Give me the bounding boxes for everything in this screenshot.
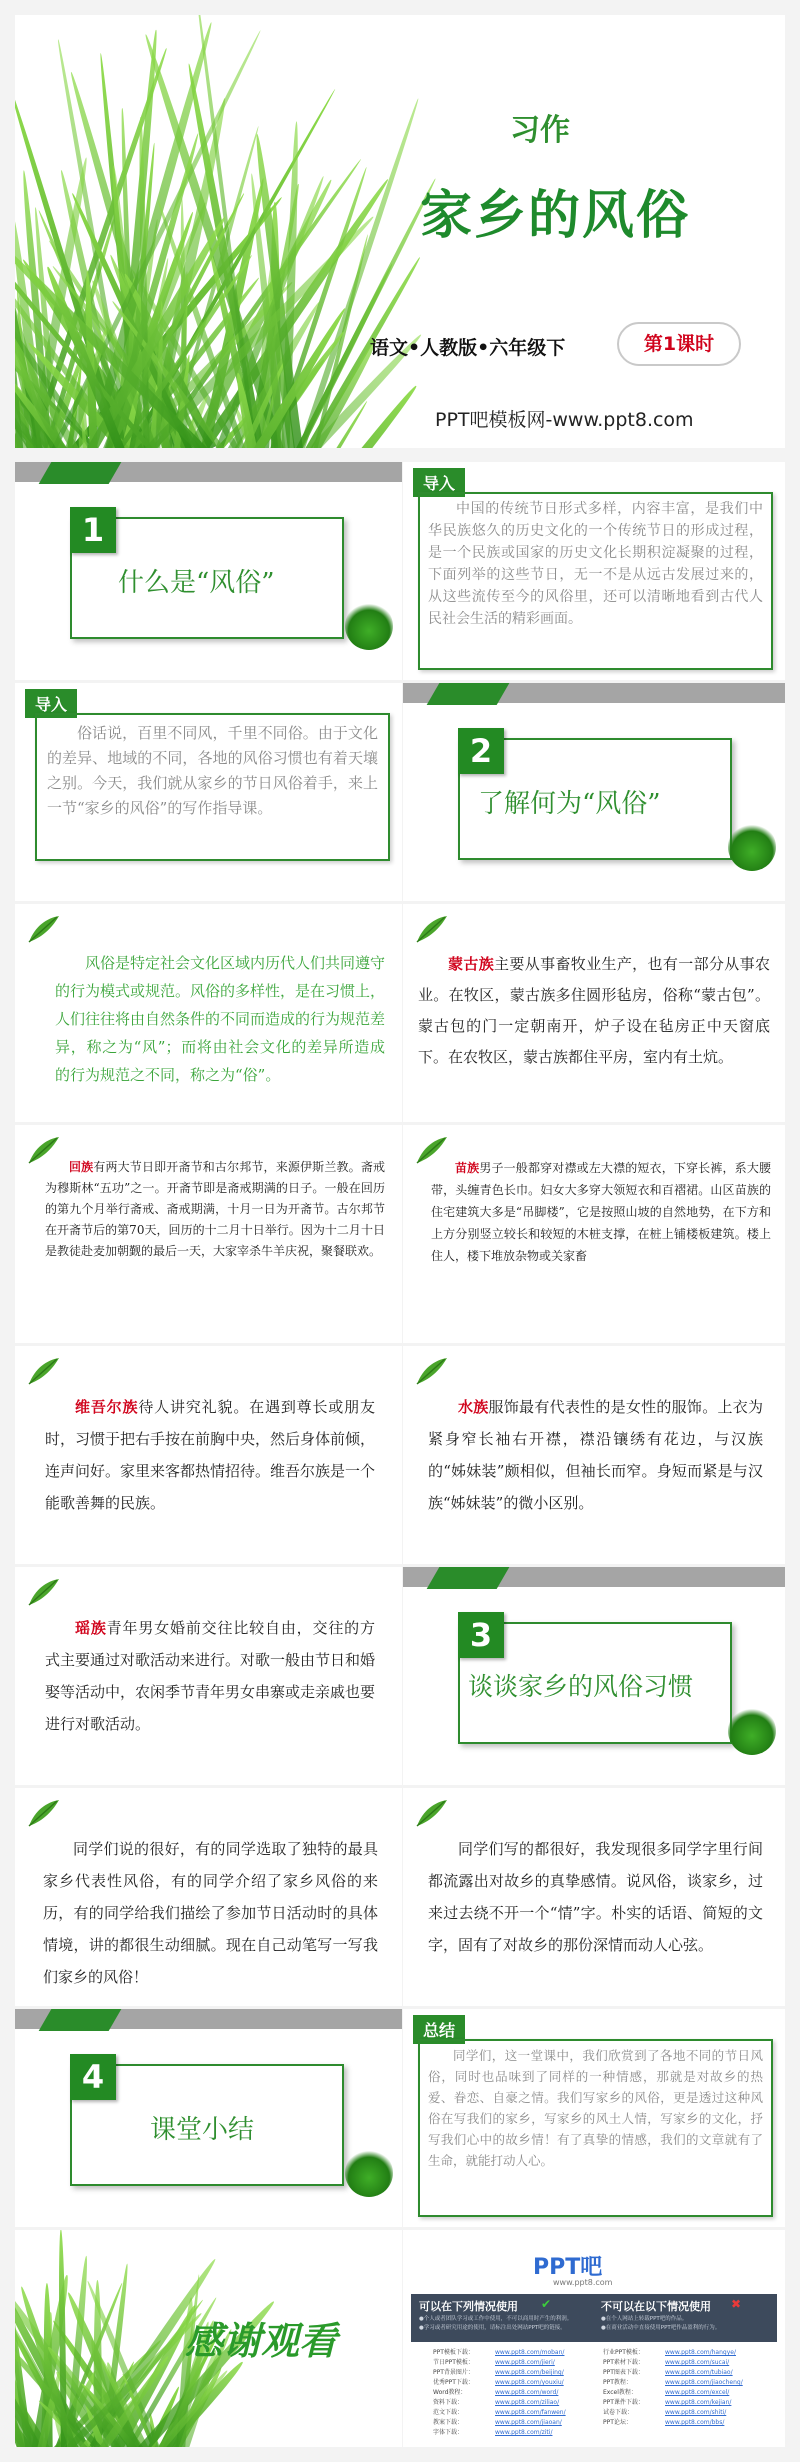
lesson-badge: 第1课时 (617, 322, 741, 366)
shui-text (428, 1391, 763, 1519)
link-url[interactable]: www.ppt8.com/hangye/ (665, 2349, 736, 2356)
check-icon: ✔ (541, 2297, 552, 2311)
link-label: PPT素材下载： (603, 2359, 644, 2366)
title-subtitle: 习作 (510, 113, 570, 148)
link-url[interactable]: www.ppt8.com/excel/ (665, 2389, 730, 2396)
leaf-icon (415, 914, 449, 944)
link-url[interactable]: www.ppt8.com/bbs/ (665, 2419, 725, 2426)
header-tab (39, 2009, 122, 2031)
link-url[interactable]: www.ppt8.com/youxiu/ (495, 2379, 564, 2386)
link-label: PPT教程： (603, 2379, 632, 2386)
section-number: 1 (70, 507, 116, 553)
link-url[interactable]: www.ppt8.com/moban/ (495, 2349, 565, 2356)
talk1-slide (15, 1788, 402, 2006)
link-label: 节日PPT模板： (433, 2359, 474, 2366)
link-url[interactable]: www.ppt8.com/jieri/ (495, 2359, 555, 2366)
yao-text (45, 1612, 375, 1740)
mongol-text (418, 949, 770, 1073)
can-use-title: 可以在下列情况使用 (419, 2300, 518, 2313)
link-label: 范文下载： (433, 2409, 464, 2416)
section2-slide (403, 683, 785, 901)
link-row (433, 2358, 603, 2368)
link-url[interactable]: www.ppt8.com/beijing/ (495, 2369, 564, 2376)
bush-icon (345, 2149, 393, 2197)
talk2-text: 同学们写的都很好，我发现很多同学字里行间都流露出对故乡的真挚感情。说风俗，谈家乡，过来过去绕不开一个“情”字。朴实的话语、简短的文字，固有了对故乡的那份深情而动人心弦。 (428, 1840, 763, 1954)
header-tab (39, 462, 122, 484)
link-url[interactable]: www.ppt8.com/jiaocheng/ (665, 2379, 743, 2386)
ethnic-description: 男子一般都穿对襟或左大襟的短衣，下穿长裤，系大腰带，头缠青色长巾。妇女大多穿大领短衣和百褶裙。山区苗族的住宅建筑大多是“吊脚楼”，它是按照山坡的自然地势，在下方和上方分别竖立较长和较短的木桩支撑，在桩上铺楼板建筑。楼上住人，楼下堆放杂物或关家畜 (431, 1161, 771, 1263)
shui-slide (403, 1346, 785, 1564)
ppt-info-slide (403, 2230, 785, 2447)
section-title: 什么是“风俗” (118, 568, 275, 598)
link-list-left (433, 2348, 603, 2438)
can-note: ●学习或者研究用途的使用，请标注出处网站PPT吧的链接。 (419, 2325, 566, 2331)
intro-paragraph: 中国的传统节日形式多样，内容丰富，是我们中华民族悠久的历史文化的一个传统节日的形成过程，是一个民族或国家的历史文化长期积淀凝聚的过程，下面列举的这些节日，无一不是从远古发展过来的，从这些流传至今的风俗里，还可以清晰地看到古代人民社会生活的精彩画面。 (428, 501, 763, 627)
cannot-note: ●在个人网站上转载PPT吧的作品。 (601, 2316, 688, 2322)
grade-label: 语文•人教版•六年级下 (370, 337, 566, 359)
section3-slide (403, 1567, 785, 1785)
intro2-slide (15, 683, 402, 901)
link-url[interactable]: www.ppt8.com/word/ (495, 2389, 559, 2396)
mongol-slide (403, 904, 785, 1122)
link-url[interactable]: www.ppt8.com/ziti/ (495, 2429, 553, 2436)
definition-slide (15, 904, 402, 1122)
definition-text: 风俗是特定社会文化区域内历代人们共同遵守的行为模式或规范。风俗的多样性，是在习惯上，人们往往将由自然条件的不同而造成的行为规范差异，称之为“风”；而将由社会文化的差异所造成的行为规范之不同，称之为“俗”。 (55, 954, 386, 1084)
thanks-slide (15, 2230, 402, 2447)
link-row (433, 2408, 603, 2418)
section-title: 课堂小结 (150, 2115, 255, 2145)
talk1-text: 同学们说的很好，有的同学选取了独特的最具家乡代表性风俗，有的同学介绍了家乡风俗的来历，有的同学给我们描绘了参加节日活动时的具体情境，讲的都很生动细腻。现在自己动笔写一写我们家乡的风俗！ (43, 1840, 378, 1986)
cannot-note: ●在商业活动中直接使用PPT吧作品盈利的行为。 (601, 2325, 721, 2331)
link-row (433, 2398, 603, 2408)
link-row (603, 2348, 773, 2358)
ppt-logo-text: PPT吧 (533, 2255, 603, 2280)
link-label: Excel教程： (603, 2389, 637, 2396)
link-url[interactable]: www.ppt8.com/fanwen/ (495, 2409, 566, 2416)
uyghur-text (45, 1391, 375, 1519)
ethnic-description: 主要从事畜牧业生产，也有一部分从事农业。在牧区，蒙古族多住圆形毡房，俗称“蒙古包”。蒙古包的门一定朝南开，炉子设在毡房正中天窗底下。在农牧区，蒙古族都住平房，室内有土炕。 (418, 955, 770, 1066)
link-label: 字体下载： (433, 2429, 464, 2436)
hui-slide (15, 1125, 402, 1343)
section-number: 2 (458, 728, 504, 774)
ethnic-name: 苗族 (455, 1161, 480, 1175)
intro-paragraph: 俗话说，百里不同风，千里不同俗。由于文化的差异、地域的不同，各地的风俗习惯也有着天壤之别。今天，我们就从家乡的节日风俗着手，来上一节“家乡的风俗”的写作指导课。 (47, 724, 378, 817)
link-row (433, 2378, 603, 2388)
section4-slide (15, 2009, 402, 2227)
link-label: PPT课件下载： (603, 2399, 644, 2406)
link-row (603, 2418, 773, 2428)
link-row (603, 2368, 773, 2378)
ethnic-name: 回族 (69, 1160, 94, 1174)
ethnic-description: 待人讲究礼貌。在遇到尊长或朋友时，习惯于把右手按在前胸中央，然后身体前倾，连声问好。家里来客都热情招待。维吾尔族是一个能歌善舞的民族。 (45, 1398, 376, 1512)
ppt-info-band (411, 2294, 777, 2342)
intro-label: 导入 (413, 468, 465, 497)
link-label: PPT图表下载： (603, 2369, 644, 2376)
intro-label: 导入 (25, 689, 77, 718)
link-url[interactable]: www.ppt8.com/ziliao/ (495, 2399, 560, 2406)
link-row (433, 2418, 603, 2428)
leaf-icon (27, 914, 61, 944)
section-title: 了解何为“风俗” (478, 789, 661, 819)
section-number: 3 (458, 1612, 504, 1658)
bush-icon (728, 823, 776, 871)
link-url[interactable]: www.ppt8.com/shiti/ (665, 2409, 727, 2416)
ethnic-name: 瑶族 (75, 1619, 107, 1637)
link-row (433, 2348, 603, 2358)
cannot-use-title: 不可以在以下情况使用 (601, 2300, 711, 2313)
leaf-icon (27, 1798, 61, 1828)
leaf-icon (27, 1577, 61, 1607)
can-note: ●个人或者团队学习或工作中使用，不可以商用时产生的利润。 (419, 2316, 573, 2322)
link-row (433, 2428, 603, 2438)
thanks-text: 感谢观看 (185, 2319, 338, 2363)
intro-text (418, 492, 773, 670)
miao-slide (403, 1125, 785, 1343)
miao-text (431, 1157, 771, 1337)
hui-text (45, 1157, 385, 1262)
uyghur-slide (15, 1346, 402, 1564)
ethnic-name: 维吾尔族 (75, 1398, 139, 1416)
summary-text: 同学们，这一堂课中，我们欣赏到了各地不同的节日风俗，同时也品味到了同样的一种情感，那就是对故乡的热爱、眷恋、自豪之情。我们写家乡的风俗，更是透过这种风俗在写我们的家乡，写家乡的风土人情，写家乡的文化，抒写我们心中的故乡情！有了真挚的情感，我们的文章就有了生命，就能打动人心。 (428, 2048, 763, 2168)
link-url[interactable]: www.ppt8.com/jiaoan/ (495, 2419, 562, 2426)
link-label: 优秀PPT下载： (433, 2379, 474, 2386)
can-use-notes (419, 2315, 594, 2333)
ppt-logo (533, 2250, 602, 2281)
website-text: PPT吧模板网-www.ppt8.com (435, 409, 694, 431)
header-tab (427, 1567, 510, 1589)
intro-text (35, 713, 390, 861)
title-slide (15, 15, 785, 448)
section-title: 谈谈家乡的风俗习惯 (468, 1672, 694, 1701)
link-label: 行业PPT模板： (603, 2349, 644, 2356)
summary-slide (403, 2009, 785, 2227)
ethnic-description: 有两大节日即开斋节和古尔邦节，来源伊斯兰教。斋戒为穆斯林“五功”之一。开斋节即是斋戒期满的日子。一般在回历的第九个月举行斋戒、斋戒期满，十月一日为开斋节。古尔邦节在开斋节后的第70天，回历的十二月十日举行。因为十二月十日是教徒赴麦加朝觐的最后一天，大家宰杀牛羊庆祝，聚餐联欢。 (45, 1160, 385, 1258)
link-label: 试卷下载： (603, 2409, 634, 2416)
link-row (603, 2388, 773, 2398)
cannot-use-notes (601, 2315, 771, 2333)
bush-icon (728, 1707, 776, 1755)
link-row (603, 2398, 773, 2408)
link-label: 资料下载： (433, 2399, 464, 2406)
link-label: Word教程： (433, 2389, 467, 2396)
section1-slide (15, 462, 402, 680)
section-number: 4 (70, 2054, 116, 2100)
leaf-icon (27, 1356, 61, 1386)
link-label: PPT模板下载： (433, 2349, 474, 2356)
talk2-slide (403, 1788, 785, 2006)
link-row (603, 2378, 773, 2388)
link-row (603, 2408, 773, 2418)
ppt-logo-url: www.ppt8.com (553, 2278, 613, 2287)
link-label: PPT论坛： (603, 2419, 632, 2426)
yao-slide (15, 1567, 402, 1785)
grass-illustration (15, 15, 375, 448)
intro1-slide (403, 462, 785, 680)
link-label: PPT背景图片： (433, 2369, 474, 2376)
summary-box (418, 2039, 773, 2217)
ethnic-name: 水族 (458, 1398, 489, 1416)
ethnic-name: 蒙古族 (448, 955, 495, 973)
title-main: 家乡的风俗 (420, 186, 691, 246)
leaf-icon (415, 1798, 449, 1828)
link-row (433, 2368, 603, 2378)
summary-label: 总结 (413, 2015, 465, 2044)
leaf-icon (415, 1356, 449, 1386)
link-row (433, 2388, 603, 2398)
ethnic-description: 服饰最有代表性的是女性的服饰。上衣为紧身窄长袖右开襟，襟沿镶绣有花边，与汉族的“姊妹装”颇相似，但袖长而窄。身短而紧是与汉族“姊妹装”的微小区别。 (428, 1398, 763, 1512)
link-url[interactable]: www.ppt8.com/sucai/ (665, 2359, 730, 2366)
link-row (603, 2358, 773, 2368)
header-tab (427, 683, 510, 705)
ethnic-description: 青年男女婚前交往比较自由，交往的方式主要通过对歌活动来进行。对歌一般由节日和婚娶等活动中，农闲季节青年男女串寨或走亲戚也要进行对歌活动。 (45, 1619, 376, 1733)
cross-icon: ✖ (731, 2297, 742, 2311)
link-label: 教案下载： (433, 2419, 464, 2426)
bush-icon (345, 602, 393, 650)
link-url[interactable]: www.ppt8.com/kejian/ (665, 2399, 732, 2406)
link-list-right (603, 2348, 773, 2428)
link-url[interactable]: www.ppt8.com/tubiao/ (665, 2369, 733, 2376)
